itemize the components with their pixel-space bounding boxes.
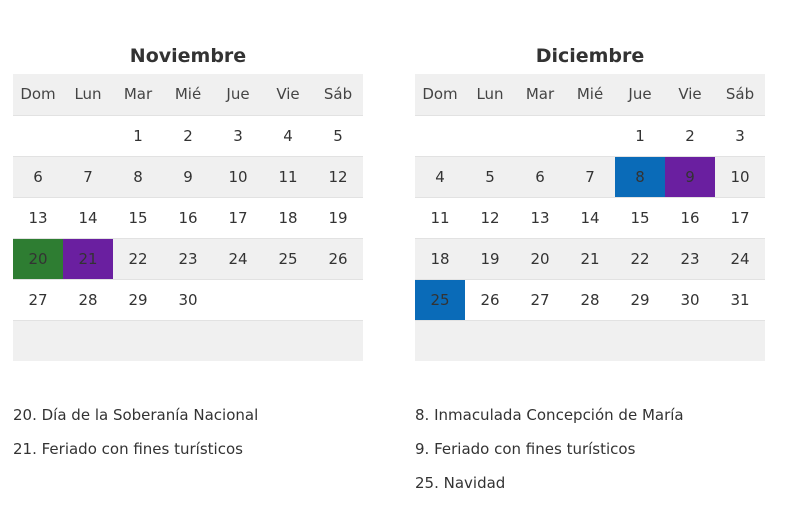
calendar-november	[13, 38, 363, 361]
day-cell: 12	[465, 197, 515, 238]
day-cell: 10	[715, 156, 765, 197]
holiday-day-cell: 8	[615, 156, 665, 197]
empty-day-cell	[515, 320, 565, 361]
calendar-grid	[13, 74, 363, 361]
day-cell: 15	[113, 197, 163, 238]
day-cell: 28	[63, 279, 113, 320]
empty-day-cell	[615, 320, 665, 361]
day-cell: 20	[515, 238, 565, 279]
empty-day-cell	[213, 320, 263, 361]
weekday-label: Jue	[628, 85, 652, 104]
weekday-label: Sáb	[725, 85, 755, 104]
calendar-grid	[415, 74, 765, 361]
day-cell: 30	[665, 279, 715, 320]
weekday-label: Vie	[276, 85, 300, 104]
day-cell: 13	[13, 197, 63, 238]
holiday-legend-item: 8. Inmaculada Concepción de María	[415, 406, 684, 424]
day-cell: 3	[715, 115, 765, 156]
weekday-label: Mié	[576, 85, 604, 104]
week-row	[13, 279, 363, 320]
day-cell: 23	[163, 238, 213, 279]
holiday-legend-item: 21. Feriado con fines turísticos	[13, 440, 243, 458]
weekday-label: Mié	[174, 85, 202, 104]
weekday-label: Jue	[226, 85, 250, 104]
day-cell: 25	[263, 238, 313, 279]
day-cell: 14	[565, 197, 615, 238]
week-row	[13, 197, 363, 238]
empty-day-cell	[465, 320, 515, 361]
holiday-legend-november	[13, 402, 393, 470]
day-cell: 1	[615, 115, 665, 156]
day-cell: 18	[263, 197, 313, 238]
holiday-legend-december	[415, 402, 795, 504]
calendar-december	[415, 38, 765, 361]
weekday-header-row	[13, 74, 363, 115]
day-cell: 6	[515, 156, 565, 197]
day-cell: 5	[465, 156, 515, 197]
weekday-label: Lun	[476, 85, 504, 104]
month-title: Diciembre	[535, 45, 645, 67]
weekday-label: Dom	[422, 85, 458, 104]
week-row	[415, 197, 765, 238]
day-cell: 3	[213, 115, 263, 156]
empty-day-cell	[213, 279, 263, 320]
week-row	[13, 115, 363, 156]
week-row	[415, 279, 765, 320]
day-cell: 18	[415, 238, 465, 279]
empty-day-cell	[415, 320, 465, 361]
weekday-label: Dom	[20, 85, 56, 104]
day-cell: 1	[113, 115, 163, 156]
empty-day-cell	[63, 320, 113, 361]
empty-day-cell	[263, 320, 313, 361]
weekday-label: Mar	[123, 85, 153, 104]
day-cell: 7	[63, 156, 113, 197]
week-row	[415, 156, 765, 197]
empty-day-cell	[163, 320, 213, 361]
empty-day-cell	[63, 115, 113, 156]
day-cell: 10	[213, 156, 263, 197]
empty-day-cell	[415, 115, 465, 156]
day-cell: 27	[515, 279, 565, 320]
week-row	[13, 156, 363, 197]
day-cell: 22	[615, 238, 665, 279]
empty-day-cell	[313, 279, 363, 320]
day-cell: 27	[13, 279, 63, 320]
holiday-legend-item: 25. Navidad	[415, 474, 506, 492]
weekday-label: Vie	[678, 85, 702, 104]
day-cell: 24	[715, 238, 765, 279]
day-cell: 2	[665, 115, 715, 156]
month-title: Noviembre	[129, 45, 247, 67]
day-cell: 31	[715, 279, 765, 320]
day-cell: 26	[313, 238, 363, 279]
empty-day-cell	[313, 320, 363, 361]
empty-day-cell	[263, 279, 313, 320]
empty-day-cell	[465, 115, 515, 156]
holiday-day-cell: 20	[13, 238, 63, 279]
week-row	[415, 238, 765, 279]
day-cell: 22	[113, 238, 163, 279]
empty-day-cell	[515, 115, 565, 156]
day-cell: 17	[715, 197, 765, 238]
weekday-header-row	[415, 74, 765, 115]
empty-day-cell	[665, 320, 715, 361]
weekday-label: Lun	[74, 85, 102, 104]
week-row	[415, 320, 765, 361]
empty-day-cell	[565, 320, 615, 361]
day-cell: 28	[565, 279, 615, 320]
holiday-legend-item: 9. Feriado con fines turísticos	[415, 440, 636, 458]
day-cell: 4	[263, 115, 313, 156]
day-cell: 23	[665, 238, 715, 279]
day-cell: 13	[515, 197, 565, 238]
day-cell: 11	[263, 156, 313, 197]
day-cell: 9	[163, 156, 213, 197]
day-cell: 2	[163, 115, 213, 156]
empty-day-cell	[715, 320, 765, 361]
day-cell: 14	[63, 197, 113, 238]
day-cell: 12	[313, 156, 363, 197]
empty-day-cell	[13, 115, 63, 156]
day-cell: 7	[565, 156, 615, 197]
day-cell: 26	[465, 279, 515, 320]
day-cell: 19	[465, 238, 515, 279]
day-cell: 30	[163, 279, 213, 320]
holiday-day-cell: 9	[665, 156, 715, 197]
holiday-day-cell: 21	[63, 238, 113, 279]
day-cell: 4	[415, 156, 465, 197]
day-cell: 29	[615, 279, 665, 320]
week-row	[415, 115, 765, 156]
day-cell: 11	[415, 197, 465, 238]
weekday-label: Sáb	[323, 85, 353, 104]
holiday-legend-item: 20. Día de la Soberanía Nacional	[13, 406, 259, 424]
day-cell: 19	[313, 197, 363, 238]
empty-day-cell	[113, 320, 163, 361]
day-cell: 17	[213, 197, 263, 238]
day-cell: 8	[113, 156, 163, 197]
day-cell: 6	[13, 156, 63, 197]
empty-day-cell	[565, 115, 615, 156]
day-cell: 29	[113, 279, 163, 320]
day-cell: 24	[213, 238, 263, 279]
day-cell: 5	[313, 115, 363, 156]
day-cell: 16	[163, 197, 213, 238]
holiday-day-cell: 25	[415, 279, 465, 320]
weekday-label: Mar	[525, 85, 555, 104]
empty-day-cell	[13, 320, 63, 361]
week-row	[13, 320, 363, 361]
day-cell: 21	[565, 238, 615, 279]
week-row	[13, 238, 363, 279]
day-cell: 15	[615, 197, 665, 238]
day-cell: 16	[665, 197, 715, 238]
